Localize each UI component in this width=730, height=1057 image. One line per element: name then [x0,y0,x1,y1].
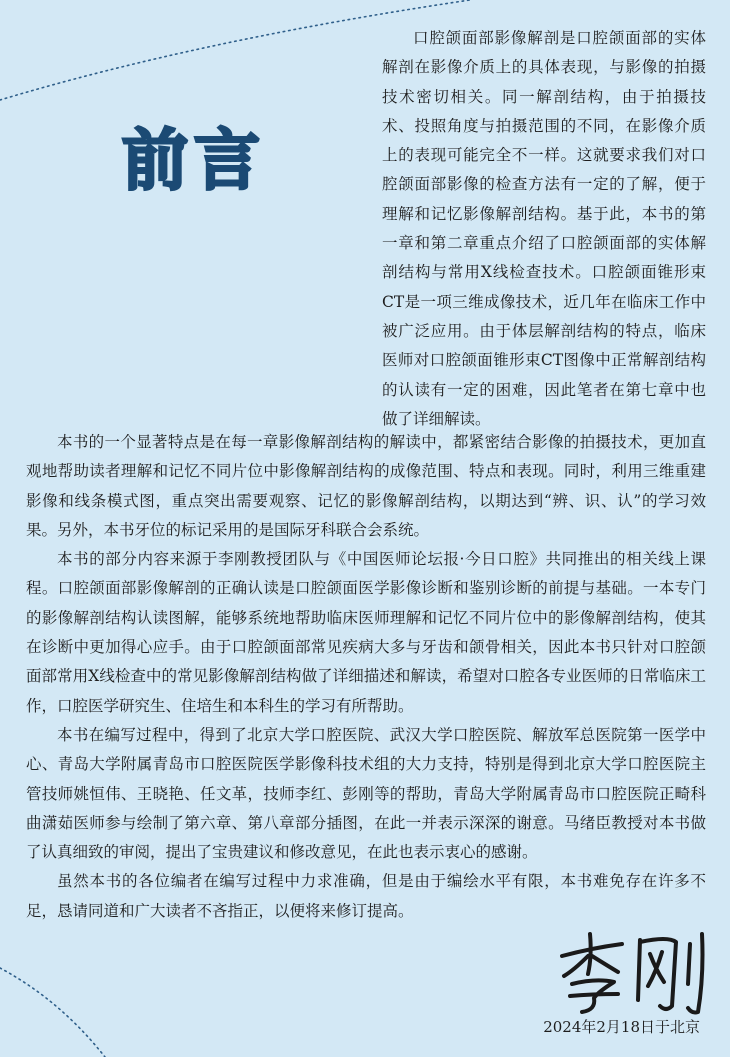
bottom-dotted-arc [0,968,105,1057]
paragraph: 虽然本书的各位编者在编写过程中力求准确，但是由于编绘水平有限，本书难免存在许多不足，恳请同道和广大读者不吝指正，以便将来修订提高。 [26,872,706,920]
paragraph: 本书的部分内容来源于李刚教授团队与《中国医师论坛报·今日口腔》共同推出的相关线上课程。口腔颌面部影像解剖的正确认读是口腔颌面医学影像诊断和鉴别诊断的前提与基础。一本专门的影像解剖结构认读图解，能够系统地帮助临床医师理解和记忆不同片位中的影像解剖结构，使其在诊断中更加得心应手。由于口腔颌面部常见疾病大多与牙齿和颌骨相关，因此本书只针对口腔颌面部常用X线检查中的常见影像解剖结构做了详细描述和解读，希望对口腔各专业医师的日常临床工作，口腔医学研究生、住培生和本科生的学习有所帮助。 [26,550,706,715]
body-text [26,428,706,926]
paragraph: 本书的一个显著特点是在每一章影像解剖结构的解读中，都紧密结合影像的拍摄技术，更加直观地帮助读者理解和记忆不同片位中影像解剖结构的成像范围、特点和表现。同时，利用三维重建影像和线条模式图，重点突出需要观察、记忆的影像解剖结构，以期达到“辨、识、认”的学习效果。另外，本书牙位的标记采用的是国际牙科联合会系统。 [26,433,706,539]
intro-column [382,24,706,434]
handwritten-signature [552,926,712,1016]
intro-paragraph: 口腔颌面部影像解剖是口腔颌面部的实体解剖在影像介质上的具体表现，与影像的拍摄技术密切相关。同一解剖结构，由于拍摄技术、投照角度与拍摄范围的不同，在影像介质上的表现可能完全不一样。这就要求我们对口腔颌面部影像的检查方法有一定的了解，便于理解和记忆影像解剖结构。基于此，本书的第一章和第二章重点介绍了口腔颌面部的实体解剖结构与常用X线检查技术。口腔颌面锥形束CT是一项三维成像技术，近几年在临床工作中被广泛应用。由于体层解剖结构的特点，临床医师对口腔颌面锥形束CT图像中正常解剖结构的认读有一定的困难，因此笔者在第七章中也做了详细解读。 [382,29,706,428]
paragraph: 本书在编写过程中，得到了北京大学口腔医院、武汉大学口腔医院、解放军总医院第一医学中心、青岛大学附属青岛市口腔医院医学影像科技术组的大力支持，特别是得到北京大学口腔医院主管技师姚恒伟、王晓艳、任文革，技师李红、彭刚等的帮助，青岛大学附属青岛市口腔医院正畸科曲潇茹医师参与绘制了第六章、第八章部分插图，在此一并表示深深的谢意。马绪臣教授对本书做了认真细致的审阅，提出了宝贵建议和修改意见，在此也表示衷心的感谢。 [26,725,706,862]
date-line: 2024年2月18日于北京 [543,1018,700,1036]
page-title: 前言 [122,122,266,199]
